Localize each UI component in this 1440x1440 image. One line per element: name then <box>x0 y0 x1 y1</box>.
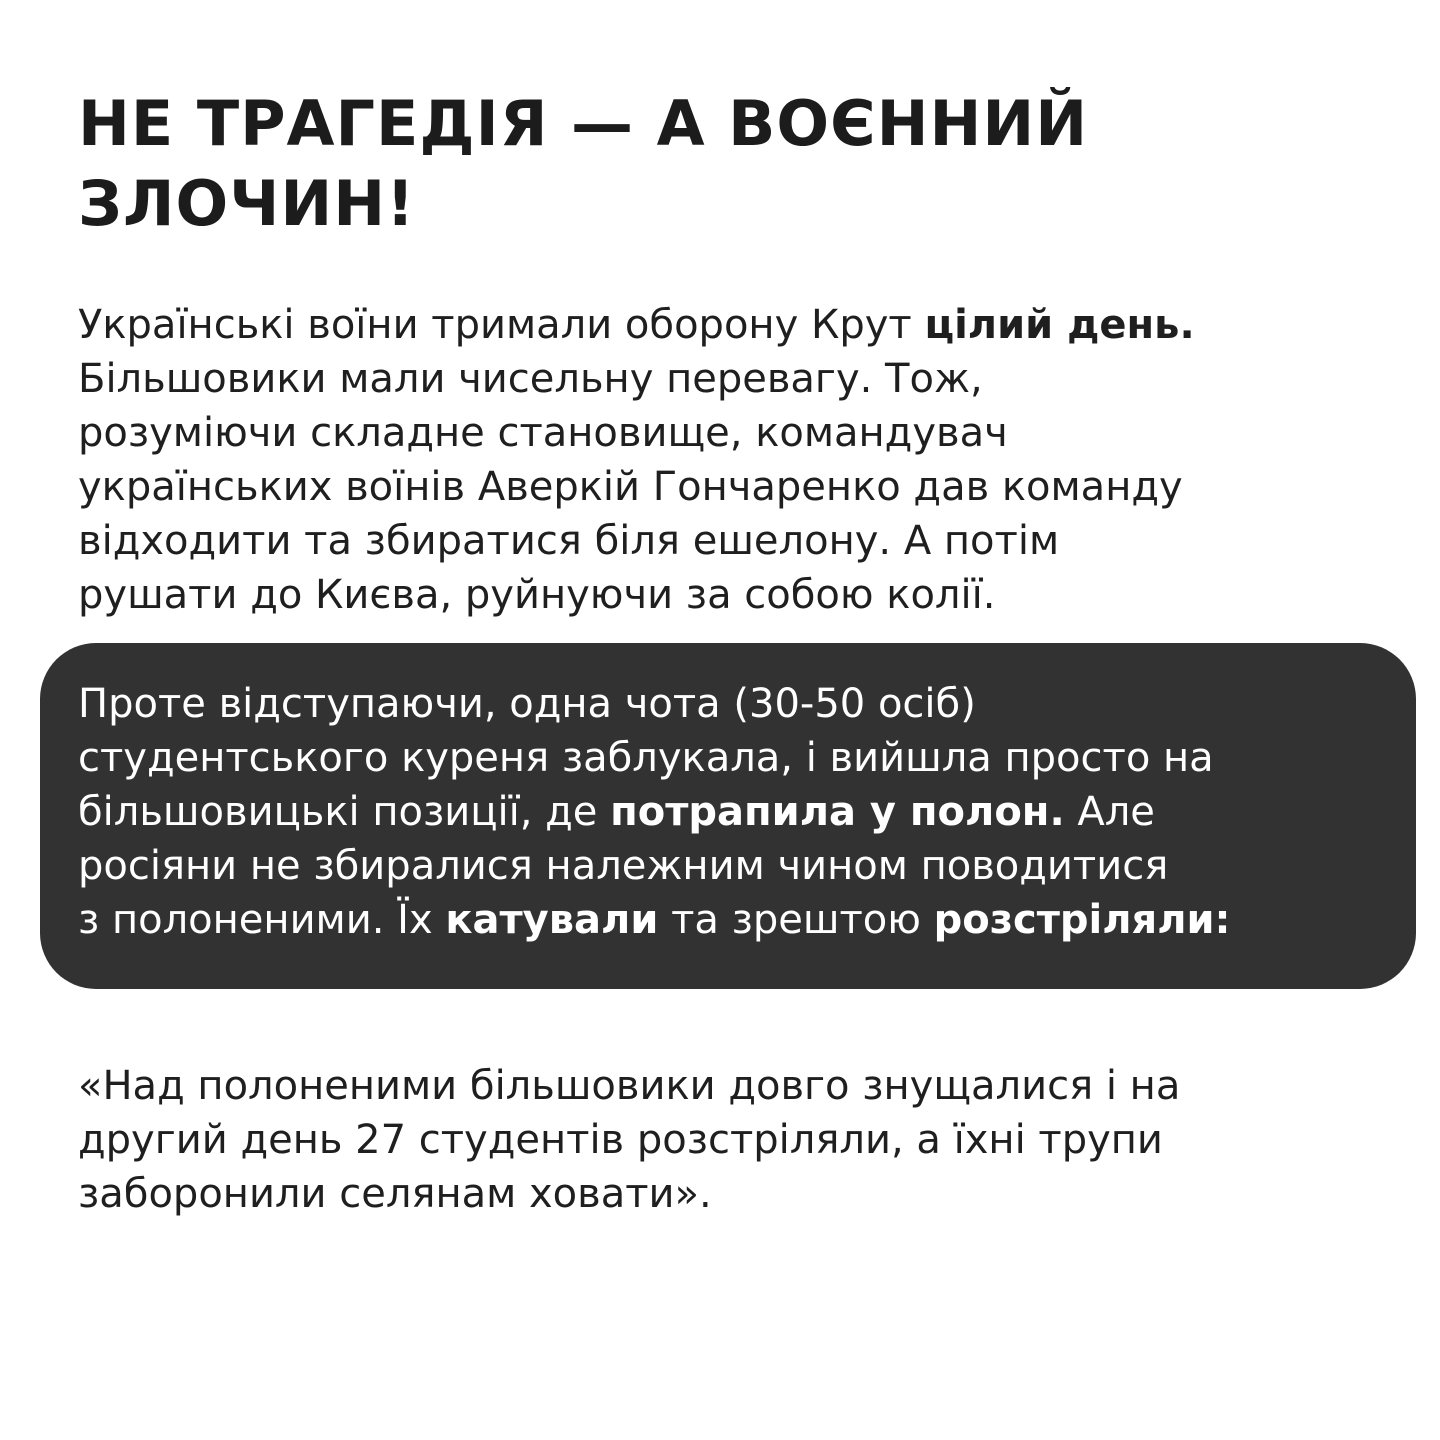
intro-line-6: рушати до Києва, руйнуючи за собою колії. <box>78 572 996 618</box>
highlight-emphasis-captured: потрапила у полон. <box>610 789 1065 835</box>
title-line-1: НЕ ТРАГЕДІЯ — А ВОЄННИЙ <box>78 87 1089 160</box>
highlight-line-3 <box>78 785 1408 839</box>
page-title <box>78 84 1378 244</box>
highlight-line-1: Проте відступаючи, одна чота (30-50 осіб) <box>78 681 976 727</box>
highlight-line-5 <box>78 893 1408 947</box>
intro-emphasis: цілий день. <box>924 302 1195 348</box>
quote-line-3: заборонили селянам ховати». <box>78 1171 712 1217</box>
title-line-2: ЗЛОЧИН! <box>78 167 416 240</box>
quote-paragraph <box>78 1059 1408 1221</box>
intro-line-1 <box>78 298 1408 352</box>
highlight-text: з полоненими. Їх <box>78 897 446 943</box>
quote-line-1: «Над полоненими більшовики довго знущалися і на <box>78 1063 1181 1109</box>
intro-text: Українські воїни тримали оборону Крут <box>78 302 925 348</box>
highlight-paragraph <box>78 677 1408 947</box>
highlight-text: та зрештою <box>658 897 934 943</box>
quote-line-2: другий день 27 студентів розстріляли, а їхні трупи <box>78 1117 1163 1163</box>
highlight-text: більшовицькі позиції, де <box>78 789 611 835</box>
intro-line-5: відходити та збиратися біля ешелону. А потім <box>78 518 1060 564</box>
highlight-emphasis-tortured: катували <box>445 897 659 943</box>
highlight-text: Але <box>1064 789 1155 835</box>
highlight-line-2: студентського куреня заблукала, і вийшла просто на <box>78 735 1214 781</box>
intro-line-2: Більшовики мали чисельну перевагу. Тож, <box>78 356 983 402</box>
highlight-emphasis-shot: розстріляли: <box>933 897 1231 943</box>
intro-paragraph <box>78 298 1408 622</box>
intro-line-4: українських воїнів Аверкій Гончаренко дав команду <box>78 464 1183 510</box>
intro-line-3: розуміючи складне становище, командувач <box>78 410 1008 456</box>
highlight-line-4: росіяни не збиралися належним чином поводитися <box>78 843 1169 889</box>
